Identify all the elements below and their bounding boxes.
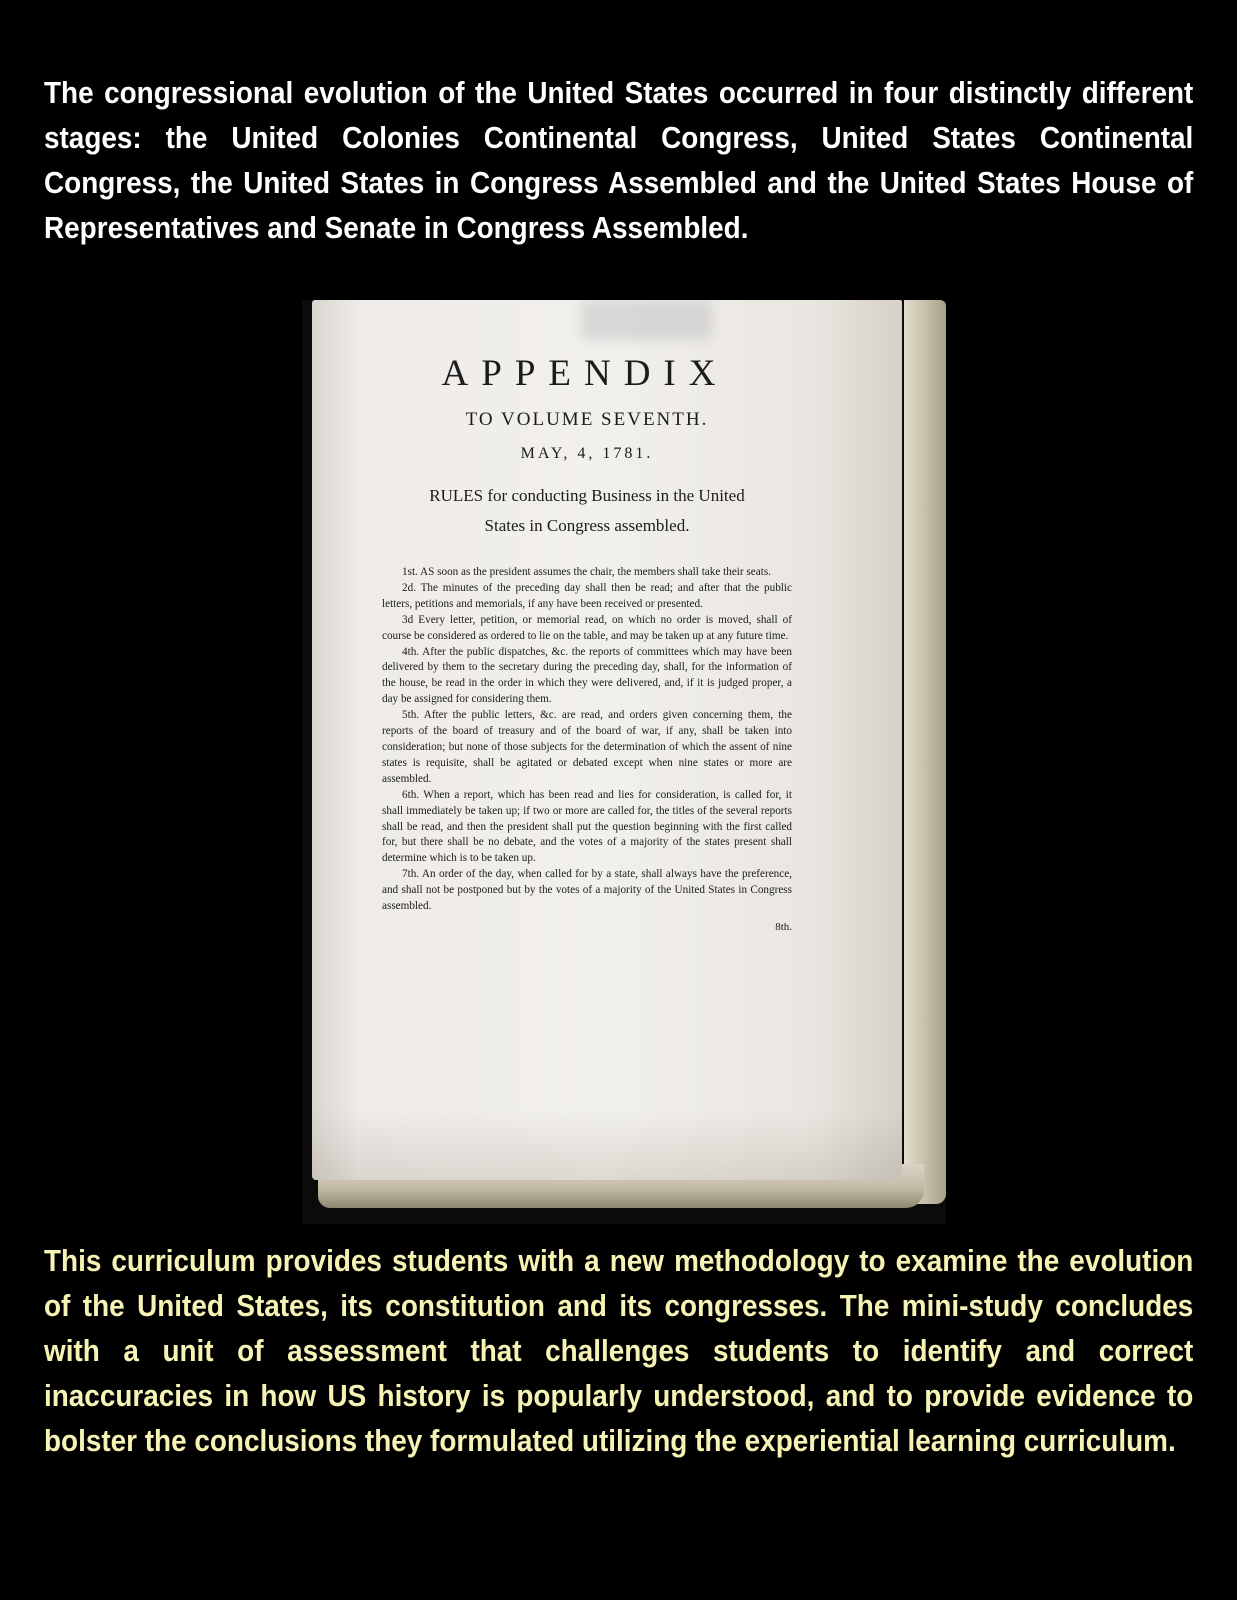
- rule-item: 4th. After the public dispatches, &c. the reports of committees which may have been delivered by them to the secretary during the preceding day, shall, for the information of the house, be read in the order in which they were delivered, and, if it is judged proper, a day be assigned for considering them.: [382, 645, 792, 706]
- rules-list: [382, 565, 792, 915]
- rules-title-line-1: RULES for conducting Business in the United: [429, 486, 745, 505]
- rules-title-line-2: States in Congress assembled.: [484, 516, 690, 535]
- document-heading: APPENDIX: [441, 353, 729, 394]
- document-date: MAY, 4, 1781.: [520, 445, 654, 462]
- conclusion-paragraph: This curriculum provides students with a new methodology to examine the evolution of the United States, its constitution and its congresses. The mini-study concludes with a unit of assessment that challenges students to identify and correct inaccuracies in how US history is popularly understood, and to provide evidence to bolster the conclusions they formulated utilizing the experiential learning curriculum.: [44, 1243, 1194, 1458]
- catchword: 8th.: [775, 920, 792, 933]
- historical-document-photo: [302, 300, 946, 1224]
- document-page: [312, 300, 902, 1180]
- rules-title: [382, 481, 792, 541]
- rule-item: 5th. After the public letters, &c. are read, and orders given concerning them, the reports of the board of treasury and of the board of war, if any, shall be taken into consideration; but none of those subjects for the determination of which the assent of nine states is requisite, shall be agitated or debated except when nine states or more are assembled.: [382, 709, 792, 785]
- rule-item: 1st. AS soon as the president assumes the chair, the members shall take their seats.: [402, 566, 771, 578]
- rule-item: 7th. An order of the day, when called for by a state, shall always have the preference, and shall not be postponed but by the votes of a majority of the United States in Congress assembled.: [382, 868, 792, 913]
- page-edge: [904, 300, 946, 1204]
- rule-item: 2d. The minutes of the preceding day shall then be read; and after that the public letters, petitions and memorials, if any have been received or presented.: [382, 581, 792, 610]
- rule-item: 3d Every letter, petition, or memorial read, on which no order is moved, shall of course be considered as ordered to lie on the table, and may be taken up at any future time.: [382, 613, 792, 642]
- document-text: [382, 350, 792, 933]
- intro-paragraph: The congressional evolution of the United States occurred in four distinctly different stages: the United Colonies Continental Congress, United States Continental Congress, the United States in Congress Assembled and the United States House of Representatives and Senate in Congress Assembled.: [44, 75, 1194, 245]
- document-subheading: TO VOLUME SEVENTH.: [465, 409, 709, 430]
- page-wear: [312, 1110, 902, 1180]
- rule-item: 6th. When a report, which has been read and lies for consideration, is called for, it shall immediately be taken up; if two or more are called for, the titles of the several reports shall be read, and then the president shall put the question beginning with the first called for, but there shall be no debate, and the votes of a majority of the states present shall determine which is to be taken up.: [382, 788, 792, 865]
